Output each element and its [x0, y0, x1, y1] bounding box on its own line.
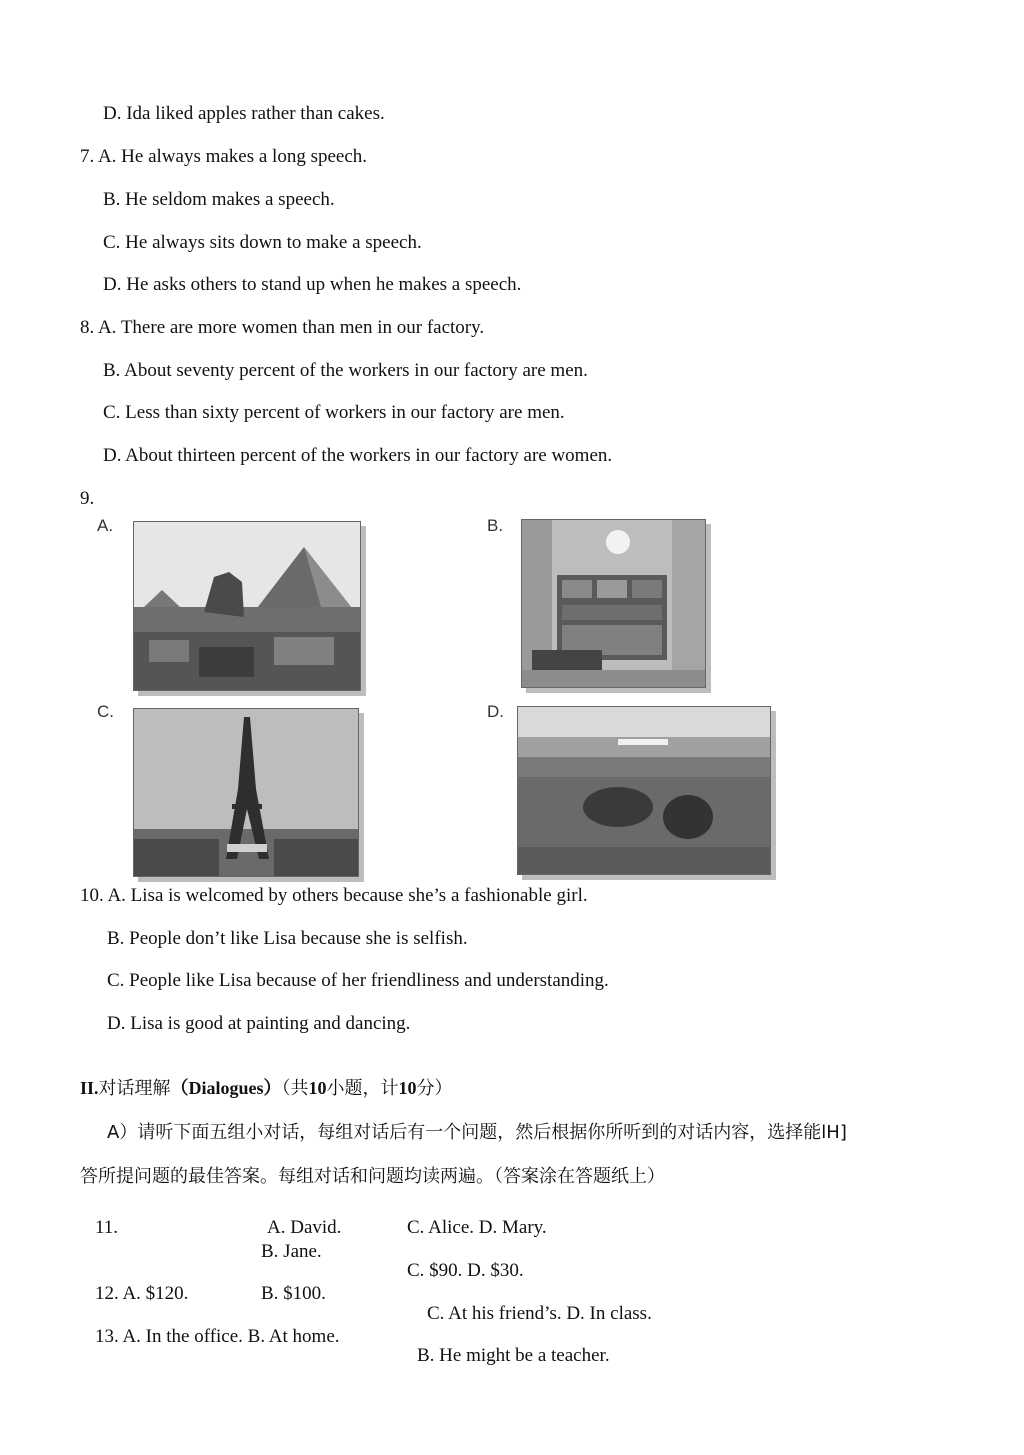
q8-option-c: C. Less than sixty percent of workers in our factory are men.	[103, 402, 565, 423]
q9-number: 9.	[80, 488, 95, 509]
section-2-heading	[80, 1076, 453, 1101]
q9-label-a: A.	[97, 516, 114, 535]
q8-option-a: 8. A. There are more women than men in our factory.	[80, 317, 485, 338]
q7-option-c: C. He always sits down to make a speech.	[103, 232, 422, 253]
section-2-note-post: 分）	[416, 1078, 453, 1099]
q7-option-b: B. He seldom makes a speech.	[103, 189, 335, 210]
living-room-image	[521, 519, 706, 688]
q9-label-c: C.	[97, 702, 114, 721]
farm-field-image	[517, 706, 771, 875]
q10-option-a: 10. A. Lisa is welcomed by others because she’s a fashionable girl.	[80, 885, 588, 906]
q11-option-b: B. Jane.	[261, 1241, 322, 1262]
section-2-prefix: II.	[80, 1078, 99, 1098]
q9-label-d: D.	[487, 702, 504, 721]
q12-option-b: B. $100.	[261, 1283, 326, 1304]
q10-option-d: D. Lisa is good at painting and dancing.	[107, 1013, 411, 1034]
q11-option-cd: C. Alice. D. Mary.	[407, 1217, 547, 1238]
q7-option-d: D. He asks others to stand up when he makes a speech.	[103, 274, 522, 295]
section-2-note-mid: 小题，计	[326, 1078, 399, 1099]
section-2-count-points: 10	[398, 1078, 417, 1098]
pyramids-sphinx-image	[133, 521, 361, 691]
section-2-instruction-line2: 答所提问题的最佳答案。每组对话和问题均读两遍。（答案涂在答题纸上）	[80, 1166, 665, 1187]
q10-option-c: C. People like Lisa because of her friendliness and understanding.	[107, 970, 609, 991]
q10-option-b: B. People don’t like Lisa because she is selfish.	[107, 928, 468, 949]
q13-option-cd: C. At his friend’s. D. In class.	[427, 1303, 652, 1324]
q9-label-b: B.	[487, 516, 504, 535]
section-2-count-questions: 10	[308, 1078, 327, 1098]
section-2-note-pre: （共	[281, 1078, 309, 1099]
section-2-instruction-line1: A）请听下面五组小对话，每组对话后有一个问题，然后根据你所听到的对话内容，选择能lH]	[107, 1122, 847, 1143]
q11-number: 11.	[95, 1217, 119, 1238]
q6-option-d: D. Ida liked apples rather than cakes.	[103, 103, 385, 124]
q14-option-b: B. He might be a teacher.	[417, 1345, 610, 1366]
q12-option-cd: C. $90. D. $30.	[407, 1260, 524, 1281]
q11-option-a: A. David.	[267, 1217, 342, 1238]
q8-option-b: B. About seventy percent of the workers in our factory are men.	[103, 360, 588, 381]
q13-option-ab: 13. A. In the office. B. At home.	[95, 1326, 340, 1347]
q8-option-d: D. About thirteen percent of the workers in our factory are women.	[103, 445, 613, 466]
section-2-title-en: （Dialogues）	[170, 1078, 282, 1098]
eiffel-tower-image	[133, 708, 359, 877]
section-2-title-cn: 对话理解	[98, 1078, 171, 1099]
q7-option-a: 7. A. He always makes a long speech.	[80, 146, 368, 167]
q12-option-a: 12. A. $120.	[95, 1283, 189, 1304]
